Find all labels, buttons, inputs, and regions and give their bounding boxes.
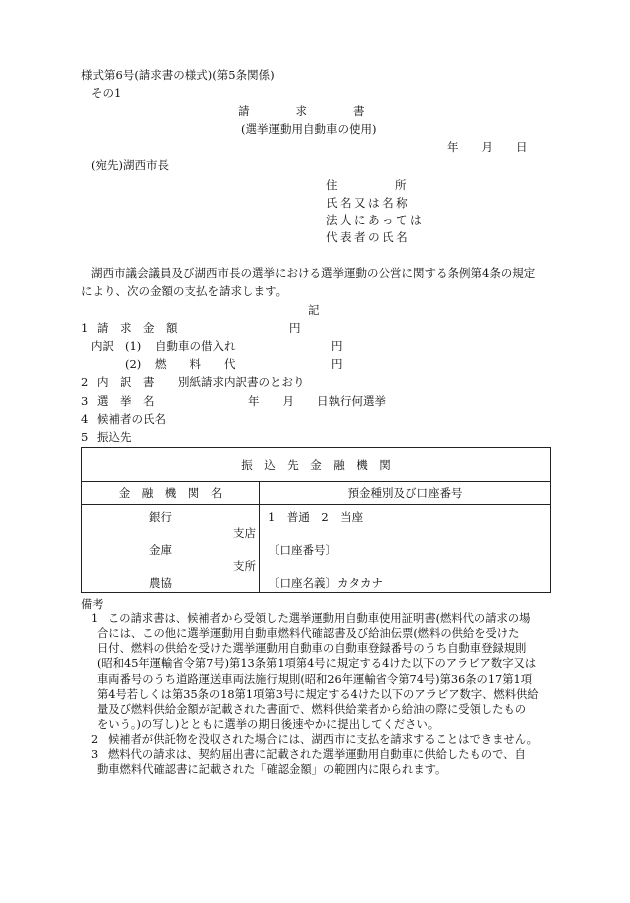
requester-rep: 代表者の氏名 <box>326 230 411 244</box>
bank-table-title: 振 込 先 金 融 機 関 <box>82 448 551 482</box>
date-line: 年 月 日 <box>447 140 528 154</box>
bank-col-header: 金 融 機 関 名 <box>82 482 260 505</box>
addressee: (宛先)湖西市長 <box>91 158 169 172</box>
bank-table <box>81 447 551 593</box>
ki-heading: 記 <box>308 303 320 317</box>
sub-number: その1 <box>91 86 122 100</box>
note-3-number: 3 <box>91 748 99 761</box>
note-2-number: 2 <box>91 733 99 746</box>
account-cell: 1 普通 2 当座 〔口座番号〕 〔口座名義〕カタカナ <box>260 505 551 593</box>
account-col-header: 預金種別及び口座番号 <box>260 482 551 505</box>
requester-corp: 法人にあっては <box>326 213 425 227</box>
form-id: 様式第6号(請求書の様式)(第5条関係) <box>81 68 275 82</box>
requester-address: 住 所 <box>326 178 407 192</box>
bank-name-cell: 銀行 支店 金庫 支所 農協 <box>82 505 260 593</box>
note-1-number: 1 <box>91 612 99 625</box>
document-title: 請 求 書 <box>238 104 365 118</box>
document-subtitle: (選挙運動用自動車の使用) <box>241 122 377 136</box>
notes-title: 備考 <box>81 598 104 611</box>
requester-name: 氏名又は名称 <box>326 196 411 210</box>
